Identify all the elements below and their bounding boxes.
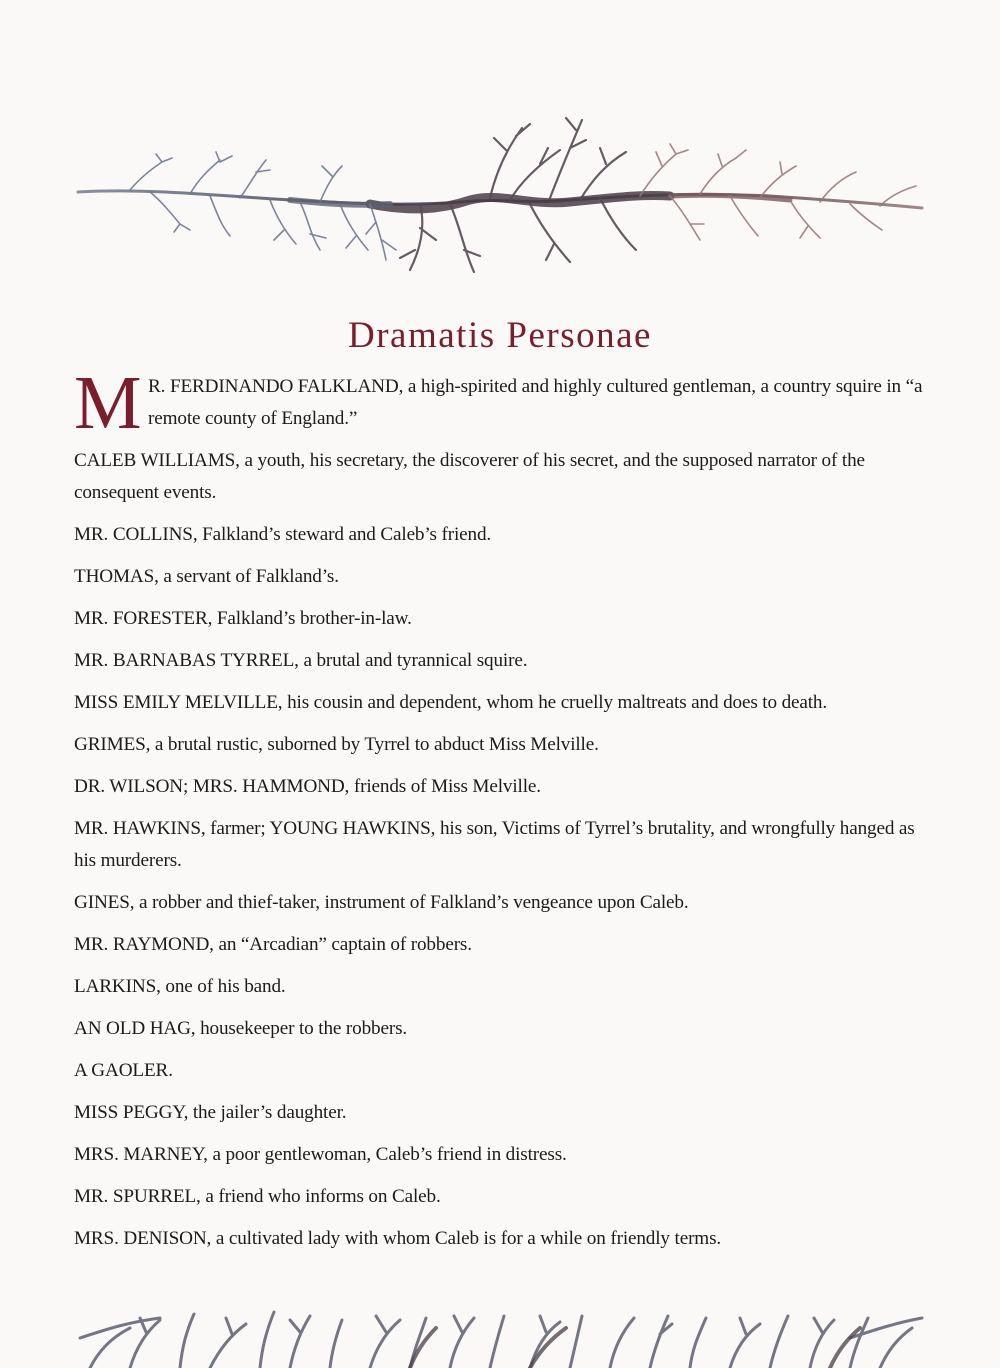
drop-cap: M — [74, 361, 142, 445]
list-item: MRS. MARNEY, a poor gentlewoman, Caleb’s friend in distress. — [74, 1144, 567, 1165]
root-ornament-bottom — [70, 1298, 930, 1368]
list-item: MR. RAYMOND, an “Arcadian” captain of robbers. — [74, 934, 472, 955]
list-item: THOMAS, a servant of Falkland’s. — [74, 566, 339, 587]
list-item: CALEB WILLIAMS, a youth, his secretary, the discoverer of his secret, and the supposed narrator of the consequent events. — [74, 450, 865, 503]
list-item: AN OLD HAG, housekeeper to the robbers. — [74, 1018, 408, 1039]
list-item: MISS PEGGY, the jailer’s daughter. — [74, 1102, 347, 1123]
list-item: DR. WILSON; MRS. HAMMOND, friends of Miss Melville. — [74, 776, 541, 797]
list-item: MR. COLLINS, Falkland’s steward and Caleb’s friend. — [74, 524, 492, 545]
entry-list — [74, 445, 936, 1255]
list-item: MR. HAWKINS, farmer; YOUNG HAWKINS, his son, Victims of Tyrrel’s brutality, and wrongfully hanged as his murderers. — [74, 818, 915, 871]
list-item: GINES, a robber and thief-taker, instrument of Falkland’s vengeance upon Caleb. — [74, 892, 689, 913]
first-entry-text: R. FERDINANDO FALKLAND, a high-spirited and highly cultured gentleman, a country squire in “a remote county of England.” — [148, 376, 923, 429]
list-item: MR. SPURREL, a friend who informs on Caleb. — [74, 1186, 441, 1207]
list-item: MISS EMILY MELVILLE, his cousin and dependent, whom he cruelly maltreats and does to death. — [74, 692, 828, 713]
list-item: A GAOLER. — [74, 1060, 173, 1081]
list-item: MR. BARNABAS TYRREL, a brutal and tyrannical squire. — [74, 650, 528, 671]
page-title: Dramatis Personae — [348, 315, 652, 356]
branch-ornament-top — [70, 100, 930, 310]
list-item: MRS. DENISON, a cultivated lady with whom Caleb is for a while on friendly terms. — [74, 1228, 722, 1249]
list-item: GRIMES, a brutal rustic, suborned by Tyrrel to abduct Miss Melville. — [74, 734, 599, 755]
list-item: LARKINS, one of his band. — [74, 976, 286, 997]
list-item-first — [74, 361, 936, 445]
list-item: MR. FORESTER, Falkland’s brother-in-law. — [74, 608, 412, 629]
character-list — [74, 361, 936, 1265]
